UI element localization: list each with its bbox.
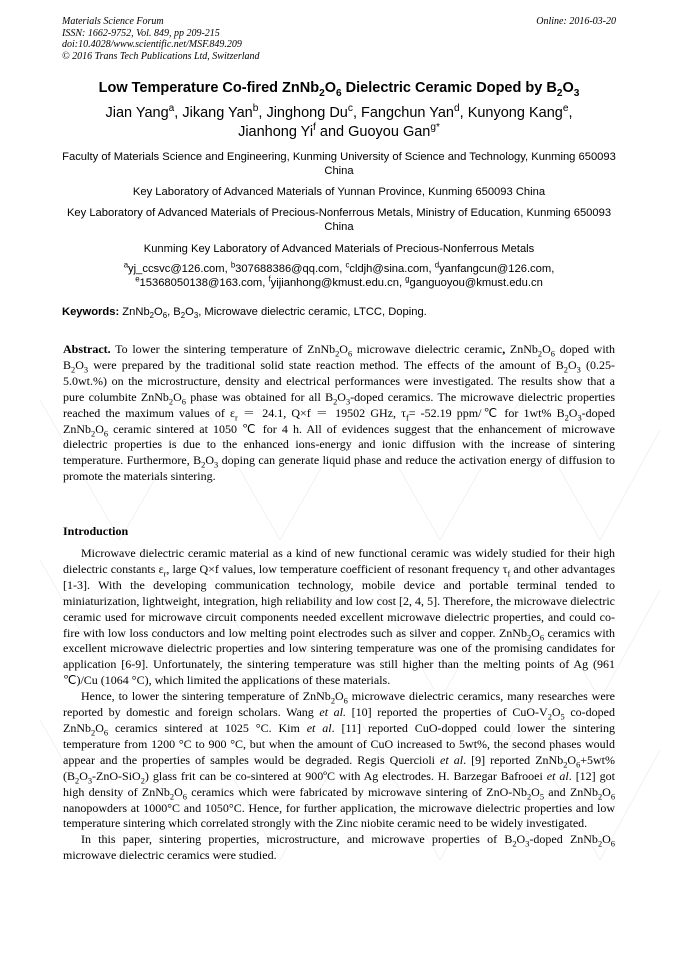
issn-line: ISSN: 1662-9752, Vol. 849, pp 209-215	[62, 27, 220, 39]
journal-name: Materials Science Forum	[62, 16, 164, 27]
author: Jinghong Du	[266, 105, 348, 121]
introduction-text: Microwave dielectric ceramic material as a kind of new functional ceramic was widely studied for their high dielectric constants $\varepsilon_r$, large Q×f values, low temperature coefficient of resonant frequency $\tau_f$ and other advantages [1-3]. With the developing communication technology, mobile device and portable terminal tended to miniaturization, lightweight, integration, high reliability and low cost [2, 4, 5]. Therefore, the microwave dielectric ceramic used for microwave circuit components needed excellent microwave dielectric properties, and could co-fire with low loss conductors and low melting point electrodes such as silver and copper. $ZnNb_2O_6$ ceramics with excellent microwave dielectric properties and low sintering temperature was one of the promising candidates for application [6-9]. Unfortunately, the sintering temperature was still higher than the melting points of Ag (961 ℃)/Cu (1064 °C), which limited the applications of these materials. Hence, to lower the sintering temperature of $ZnNb_2O_6$ microwave dielectric ceramics, many researches were reported by domestic and foreign scholars. Wang et al. [10] reported the properties of CuO-$V_2O_5$ co-doped $ZnNb_2O_6$ ceramics sintered at 1025 °C. Kim et al. [11] reported CuO-dopped could lower the sintering temperature from 1200 °C to 900 °C, but when the amount of CuO increased to 5wt%, the second phases would appear and the properties of samples would be degraded. Regis Quercioli et al. [9] reported $ZnNb_2O_6+5wt\%$ $(B_2O_3-ZnO-SiO_2)$ glass frit can be co-sintered at 900ºC with Ag electrodes. H. Barzegar Bafrooei et al. [12] got high density of $ZnNb_2O_6$ ceramics which were fabricated by microwave sintering of ZnO-$Nb_2O_5$ and $ZnNb_2O_6$ nanopowders at 1000°C and 1050°C. Hence, for further application, the microwave dielectric properties and low temperature sintering which correlated strongly with the Zinc niobite ceramic need to be widely investigated. In this paper, sintering properties, microstructure, and microwave properties of $B_2O_3$-doped $ZnNb_2O_6$ microwave dielectric ceramics were studied.	[63, 546, 616, 863]
copyright-line: © 2016 Trans Tech Publications Ltd, Switzerland	[62, 50, 260, 62]
keywords: Keywords: $ZnNb_2O_6$, $B_2O_3$, Microwave dielectric ceramic, LTCC, Doping.	[62, 306, 427, 321]
paper-title: Low Temperature Co-fired $ZnNb_2O_6$ Dielectric Ceramic Doped by $B_2O_3$	[98, 80, 580, 99]
affiliation: Faculty of Materials Science and Engineering, Kunming University of Science and Technology, Kunming 650093 China	[62, 151, 616, 177]
author-list: Jian Yang$^a$, Jikang Yan$^b$, Jinghong Du$^c$, Fangchun Yan$^d$, Kunyong Kang$^e$, Jianhong Yi$^f$ and Guoyou Gan$^{g*}$	[105, 103, 573, 140]
journal-header	[62, 16, 616, 62]
affiliation: Key Laboratory of Advanced Materials of Precious-Nonferrous Metals, Ministry of Education, Kunming 650093 China	[66, 207, 612, 233]
author: Kunyong Kang	[467, 105, 563, 121]
author: Jikang Yan	[182, 105, 253, 121]
email-list: $^a$yj_ccsvc@126.com, $^b$307688386@qq.com, $^c$cldjh@sina.com, $^d$yanfangcun@126.com, $^e$15368050138@163.com, $^f$yijianhong@kmust.edu.cn, $^g$ganguoyou@kmust.edu.cn	[123, 260, 555, 289]
section-heading: Introduction	[63, 524, 129, 538]
doi-line: doi:10.4028/www.scientific.net/MSF.849.209	[62, 39, 242, 50]
online-date: Online: 2016-03-20	[536, 16, 616, 27]
affiliation: Kunming Key Laboratory of Advanced Materials of Precious-Nonferrous Metals	[143, 243, 535, 255]
abstract: Abstract. To lower the sintering temperature of $ZnNb_2O_6$ microwave dielectric ceramic, $ZnNb_2O_6$ doped with $B_2O_3$ were prepared by the traditional solid state reaction method. The effects of the amount of $B_2O_3$ (0.25-5.0wt.%) on the microstructure, density and electrical performances were investigated. The results show that a pure columbite $ZnNb_2O_6$ phase was obtained for all $B_2O_3$-doped ceramics. The microwave dielectric properties reached the maximum values of $\varepsilon_r = 24.1$, Q×f ＝ 19502 GHz, $\tau_f= -52.19$ ppm/℃ for 1wt% $B_2O_3$-doped $ZnNb_2O_6$ ceramic sintered at 1050 ℃ for 4 h. All of evidences suggest that the enhancement of microwave dielectric properties is due to the enhanced ions-energy and ionic diffusion with the increase of sintering temperature. Furthermore, $B_2O_3$ doping can generate liquid phase and reduce the activation energy of diffusion to promote the materials sintering.	[63, 342, 616, 484]
author: Guoyou Gan	[348, 124, 431, 140]
author: Fangchun Yan	[361, 105, 454, 121]
author: Jianhong Yi	[238, 124, 314, 140]
author: Jian Yang	[105, 105, 169, 121]
affiliation: Key Laboratory of Advanced Materials of Yunnan Province, Kunming 650093 China	[132, 186, 546, 198]
